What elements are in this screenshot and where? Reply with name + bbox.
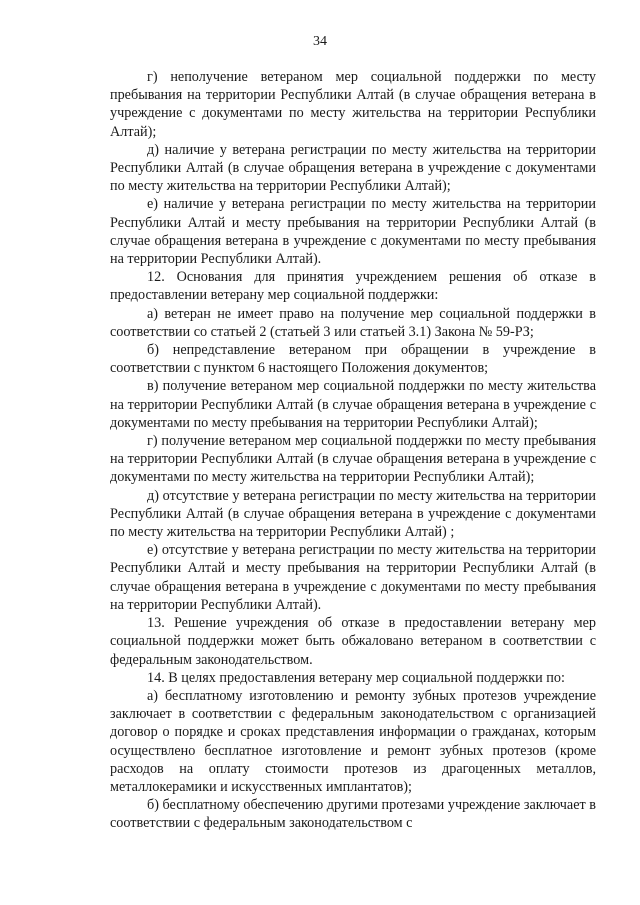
paragraph-a-no-right: а) ветеран не имеет право на получение мер социальной поддержки в соответствии со статьей 2 (статьей 3 или статьей 3.1) Закона № 59-РЗ; [110, 305, 596, 340]
page-number: 34 [313, 34, 327, 49]
paragraph-14-support-purposes: 14. В целях предоставления ветерану мер социальной поддержки по: [147, 669, 565, 686]
paragraph-b-no-documents: б) непредставление ветераном при обращении в учреждение в соответствии с пунктом 6 настоящего Положения документов; [110, 342, 596, 377]
paragraph-g-received-stay: г) получение ветераном мер социальной поддержки по месту пребывания на территории Республики Алтай (в случае обращения ветерана в учреждение с документами по месту жительства на территории Республики Алтай); [110, 433, 596, 486]
paragraph-b-other-prosthetics: б) бесплатному обеспечению другими протезами учреждение заключает в соответствии с федеральным законодательством с [110, 797, 596, 832]
paragraph-v-received-residence: в) получение ветераном мер социальной поддержки по месту жительства на территории Республики Алтай (в случае обращения ветерана в учреждение с документами по месту пребывания на территории Республики Алтай); [110, 378, 596, 431]
paragraph-e-registration-stay: е) наличие у ветерана регистрации по месту жительства на территории Республики Алтай и месту пребывания на территории Республики Алтай (в случае обращения ветерана в учреждение с документами по месту пребывания на территории Республики Алтай). [110, 196, 596, 268]
paragraph-13-appeal: 13. Решение учреждения об отказе в предоставлении ветерану мер социальной поддержки может быть обжаловано ветераном в соответствии с федеральным законодательством. [110, 615, 596, 668]
paragraph-a-dental-prosthetics: а) бесплатному изготовлению и ремонту зубных протезов учреждение заключает в соответствии с федеральным законодательством с организацией договор о порядке и сроках представления информации о гражданах, которым осуществлено бесплатное изготовление и ремонт зубных протезов (кроме расходов на оплату стоимости протезов из драгоценных металлов, металлокерамики и искусственных имплантатов); [110, 687, 596, 795]
paragraph-d-registration-residence: д) наличие у ветерана регистрации по месту жительства на территории Республики Алтай (в случае обращения ветерана в учреждение с документами по месту жительства на территории Республики Алтай); [110, 141, 596, 195]
document-body [110, 68, 596, 833]
paragraph-g-nonreceipt-stay: г) неполучение ветераном мер социальной поддержки по месту пребывания на территории Республики Алтай (в случае обращения ветерана в учреждение с документами по месту жительства на территории Республики Алтай); [110, 69, 596, 140]
paragraph-e-no-registration-stay: е) отсутствие у ветерана регистрации по месту жительства на территории Республики Алтай и месту пребывания на территории Республики Алтай (в случае обращения ветерана в учреждение с документами по месту пребывания на территории Республики Алтай). [110, 542, 596, 613]
paragraph-d-no-registration-residence: д) отсутствие у ветерана регистрации по месту жительства на территории Республики Алтай (в случае обращения ветерана в учреждение с документами по месту жительства на территории Республики Алтай) ; [110, 487, 596, 541]
paragraph-12-refusal-grounds: 12. Основания для принятия учреждением решения об отказе в предоставлении ветерану мер социальной поддержки: [110, 269, 596, 304]
